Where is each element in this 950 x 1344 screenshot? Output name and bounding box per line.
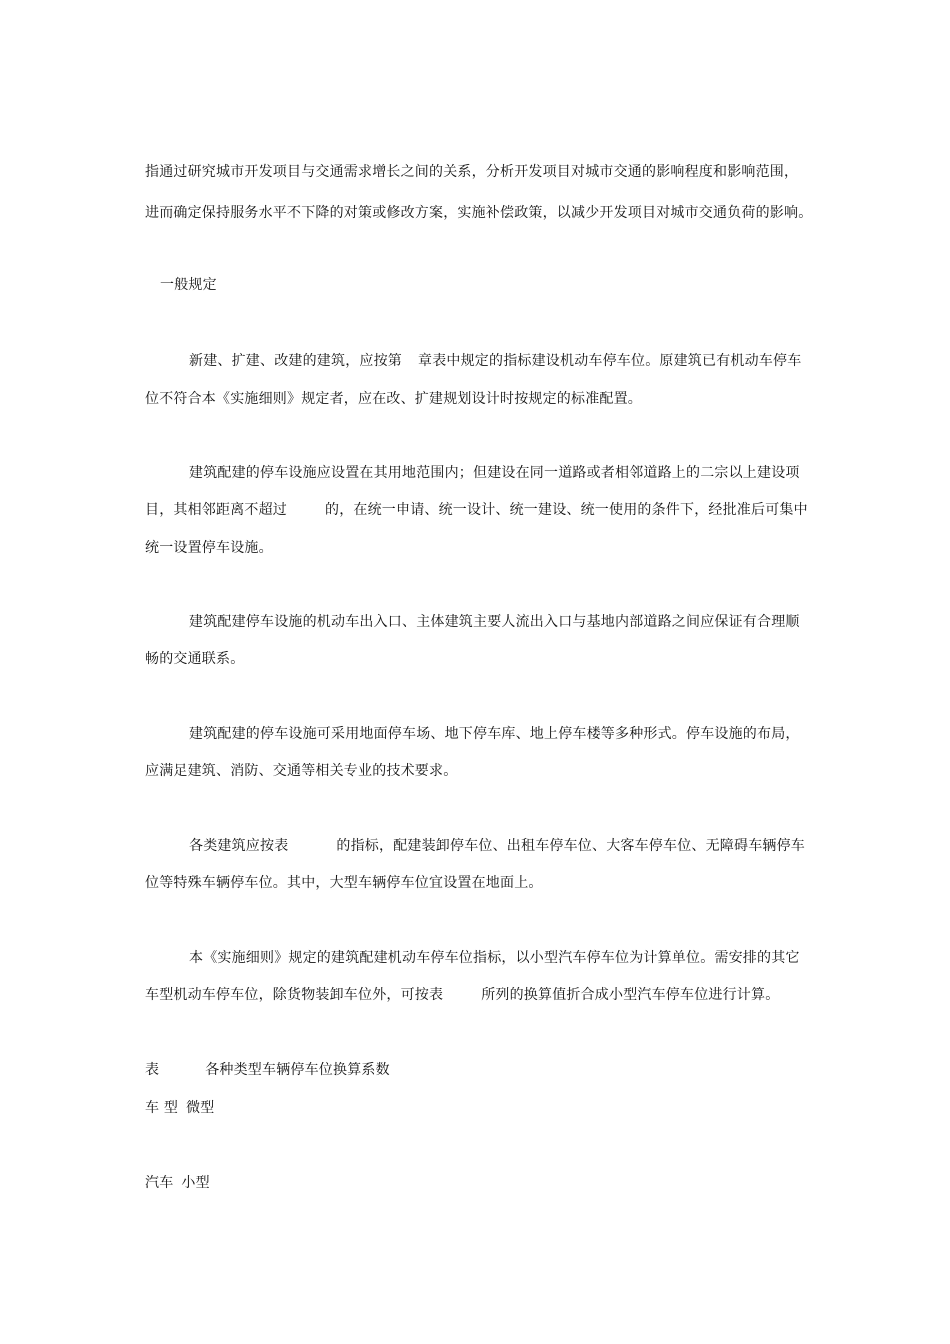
p5-line-1 [189,836,805,856]
table-row-2-label: 汽车 [145,1175,174,1191]
p5-line-2: 位等特殊车辆停车位。其中，大型车辆停车位宜设置在地面上。 [145,875,543,891]
p1-line-1 [189,351,801,371]
p6-line-2 [145,985,779,1005]
p6-line-2-part-b: 所列的换算值折合成小型汽车停车位进行计算。 [481,987,780,1003]
p1-line-1-part-b: 章表中规定的指标建设机动车停车位。原建筑已有机动车停车 [418,353,802,369]
table-caption-prefix: 表 [145,1062,160,1078]
p4-line-2: 应满足建筑、消防、交通等相关专业的技术要求。 [145,763,458,779]
p6-line-2-part-a: 车型机动车停车位，除货物装卸车位外，可按表 [145,987,444,1003]
p1-line-2: 位不符合本《实施细则》规定者，应在改、扩建规划设计时按规定的标准配置。 [145,391,642,407]
p5-line-1-part-a: 各类建筑应按表 [189,838,289,854]
table-row-2 [145,1173,210,1193]
p5-line-1-part-b: 的指标，配建装卸停车位、出租车停车位、大客车停车位、无障碍车辆停车 [336,838,806,854]
p6-line-1: 本《实施细则》规定的建筑配建机动车停车位指标，以小型汽车停车位为计算单位。需安排的其它 [189,950,800,966]
section-heading: 一般规定 [160,277,217,293]
p4-line-1: 建筑配建的停车设施可采用地面停车场、地下停车库、地上停车楼等多种形式。停车设施的布局， [189,726,800,742]
p2-line-2 [145,500,808,520]
p2-line-1: 建筑配建的停车设施应设置在其用地范围内；但建设在同一道路或者相邻道路上的二宗以上建设项 [189,465,800,481]
table-caption [145,1060,390,1080]
intro-line-2: 进而确定保持服务水平不下降的对策或修改方案，实施补偿政策，以减少开发项目对城市交通负荷的影响。 [145,205,813,221]
table-caption-title: 各种类型车辆停车位换算系数 [205,1062,390,1078]
p3-line-2: 畅的交通联系。 [145,651,245,667]
p2-line-2-part-b: 的，在统一申请、统一设计、统一建设、统一使用的条件下，经批准后可集中 [325,502,808,518]
table-row-2-value: 小型 [181,1175,210,1191]
p2-line-3: 统一设置停车设施。 [145,540,273,556]
table-row-1-label: 车 型 [145,1100,179,1116]
p3-line-1: 建筑配建停车设施的机动车出入口、主体建筑主要人流出入口与基地内部道路之间应保证有合理顺 [189,614,800,630]
p1-line-1-part-a: 新建、扩建、改建的建筑，应按第 [189,353,402,369]
table-row-1-value: 微型 [186,1100,215,1116]
p2-line-2-part-a: 目，其相邻距离不超过 [145,502,287,518]
table-row-1 [145,1098,214,1118]
intro-line-1: 指通过研究城市开发项目与交通需求增长之间的关系，分析开发项目对城市交通的影响程度和影响范围， [145,164,799,180]
